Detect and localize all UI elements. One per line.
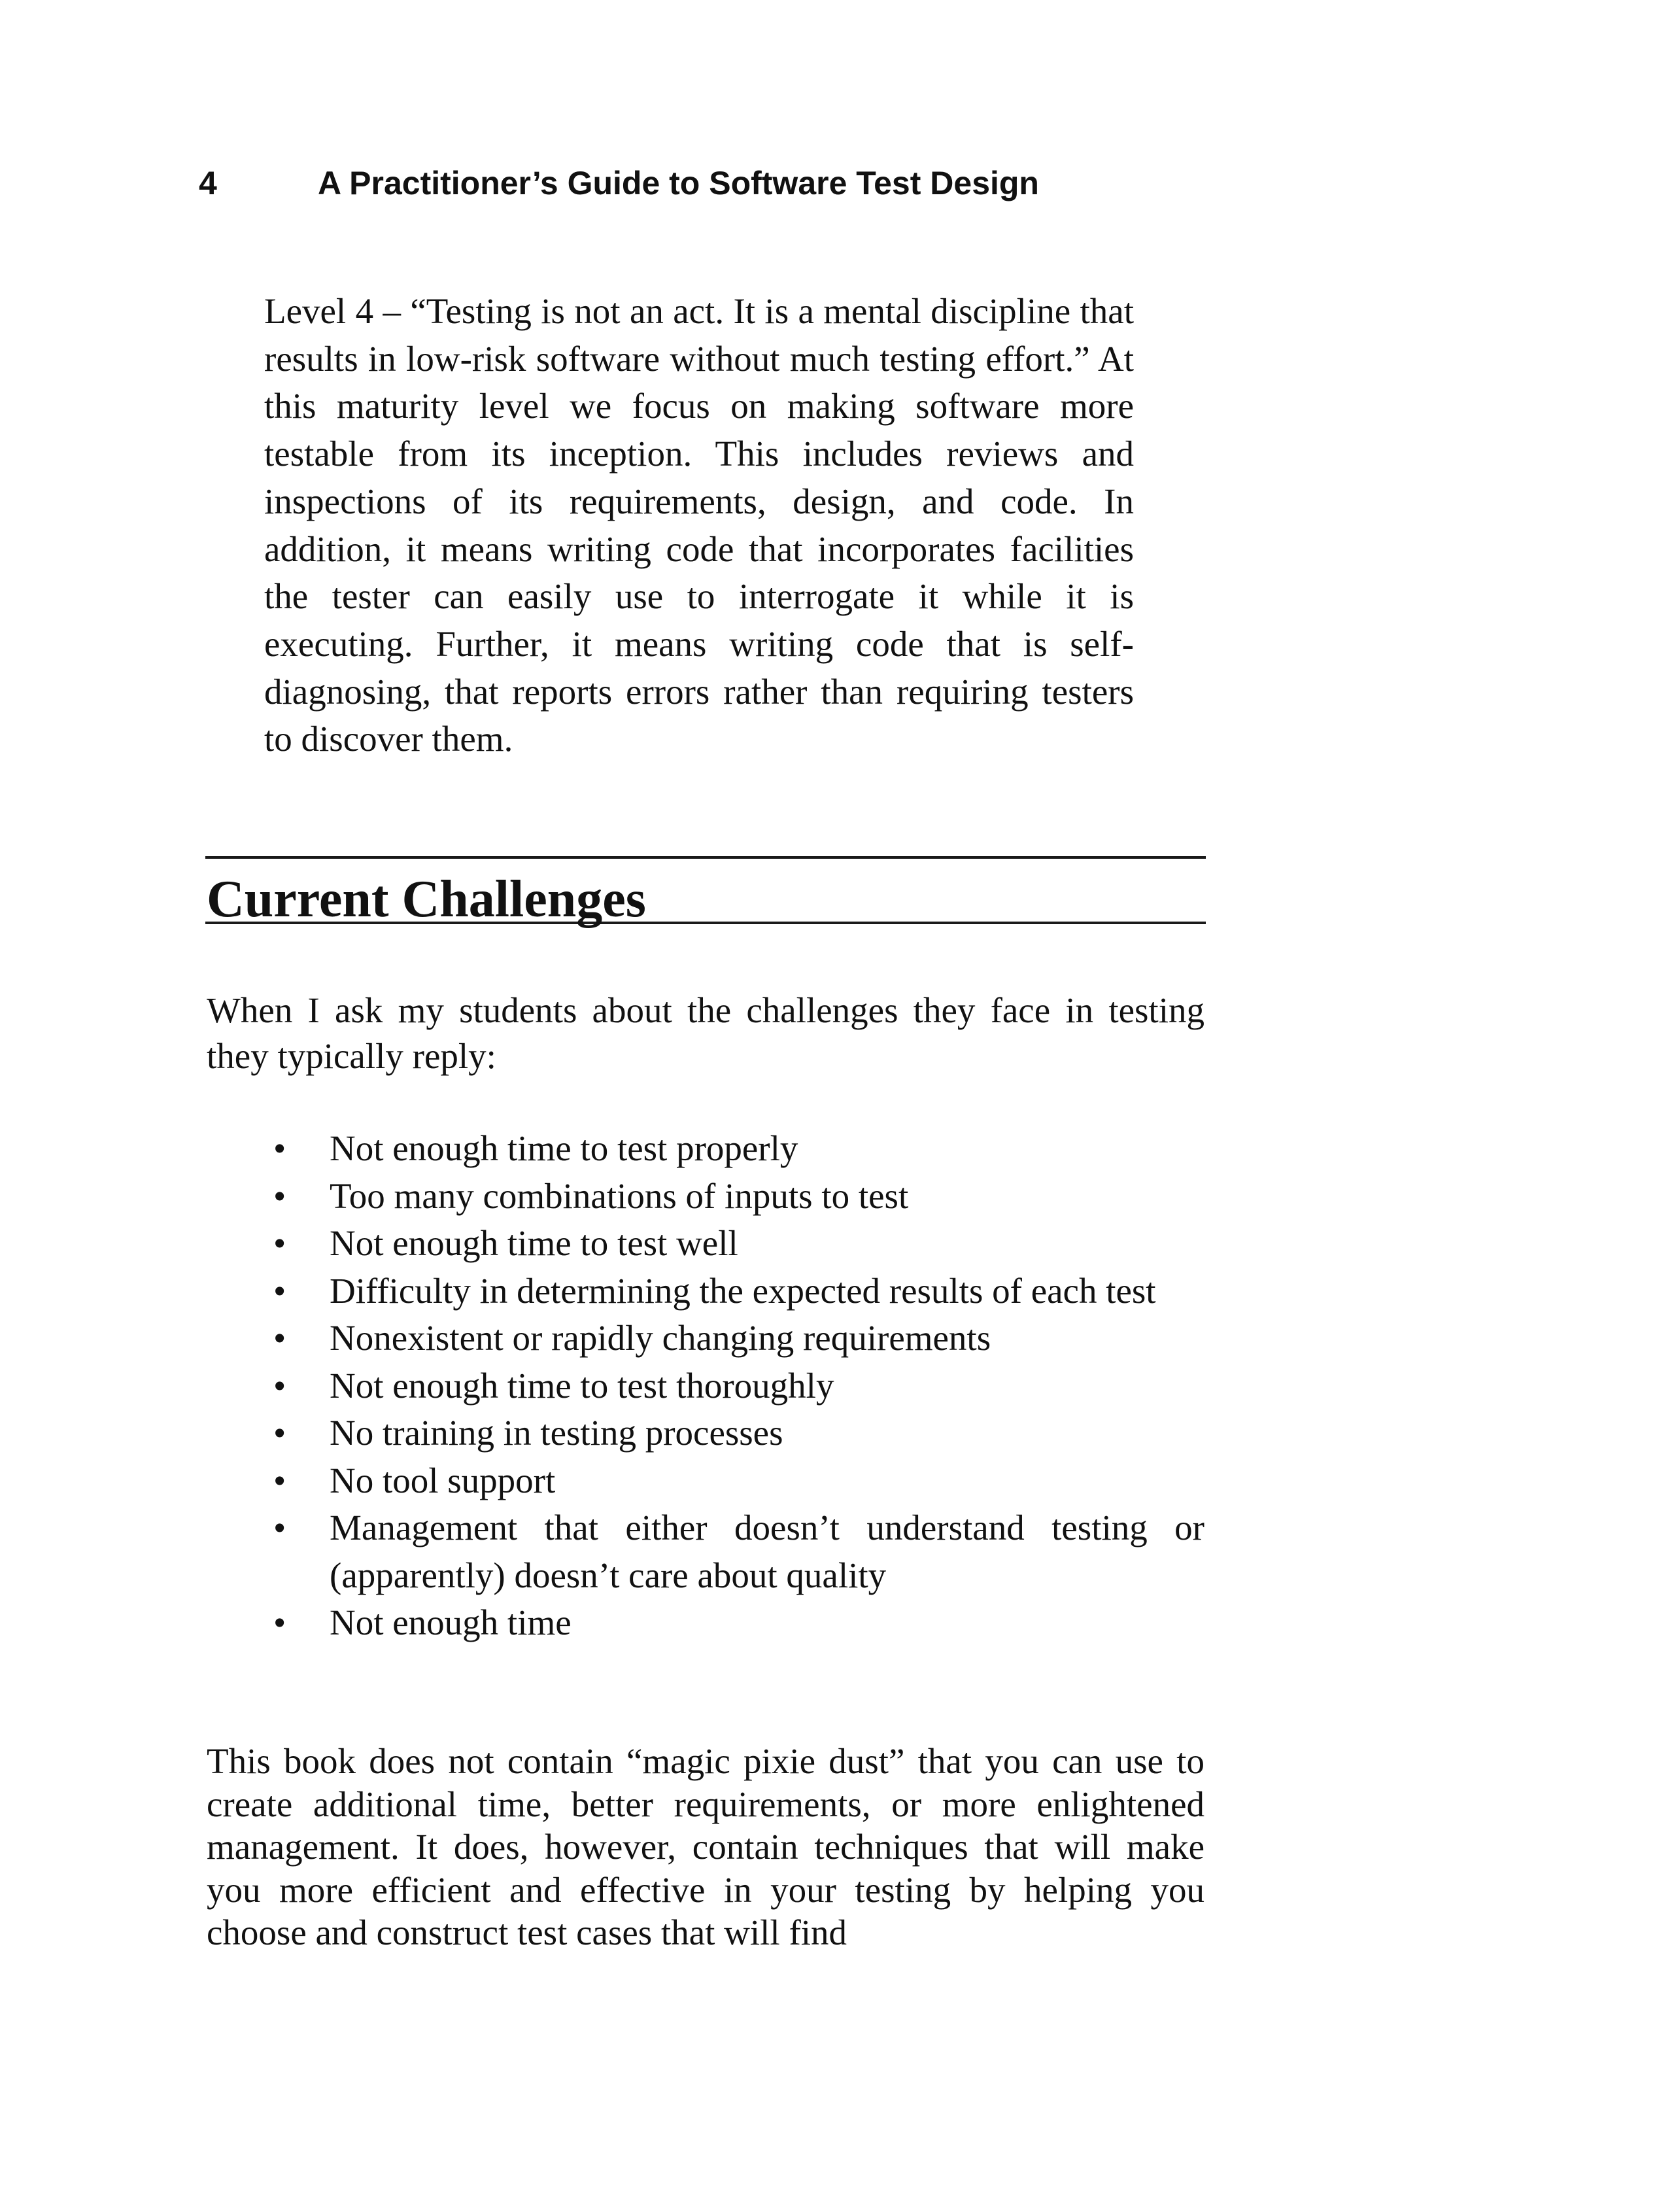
list-item: [264, 1125, 1204, 1173]
list-item: [264, 1220, 1204, 1268]
bullet-icon: •: [273, 1413, 286, 1453]
bullet-icon: •: [273, 1270, 286, 1311]
running-header: [199, 164, 1441, 203]
list-item-text: Too many combinations of inputs to test: [330, 1175, 909, 1216]
list-item-text: Management that either doesn’t understand testing or (apparently) doesn’t care about quality: [330, 1508, 1204, 1595]
running-title: A Practitioner’s Guide to Software Test Design: [318, 165, 1039, 201]
maturity-level-quote: Level 4 – “Testing is not an act. It is a mental discipline that results in low-risk software without much testing effort.” At this maturity level we focus on making software more testable from its inception. This includes reviews and inspections of its requirements, design, and code. In addition, it means writing code that incorporates facilities the tester can easily use to interrogate it while it is executing. Further, it means writing code that is self-diagnosing, that reports errors rather than requiring testers to discover them.: [264, 291, 1134, 759]
list-item: [264, 1409, 1204, 1457]
bullet-icon: •: [273, 1128, 286, 1168]
list-item-text: Not enough time: [330, 1602, 572, 1642]
list-item-text: Difficulty in determining the expected results of each test: [330, 1270, 1156, 1311]
list-item-text: Not enough time to test thoroughly: [330, 1365, 834, 1406]
bullet-icon: •: [273, 1223, 286, 1263]
page-number: 4: [199, 165, 217, 201]
intro-paragraph: When I ask my students about the challenges they face in testing they typically reply:: [207, 990, 1204, 1076]
section-title: Current Challenges: [207, 871, 646, 928]
list-item: [264, 1173, 1204, 1220]
list-item: [264, 1504, 1204, 1599]
section-heading-rules: [205, 856, 1206, 928]
list-item: [264, 1268, 1204, 1315]
bullet-icon: •: [273, 1508, 286, 1547]
list-item: [264, 1599, 1204, 1647]
list-item-text: Not enough time to test well: [330, 1223, 738, 1263]
list-item-text: No tool support: [330, 1460, 556, 1500]
list-item: [264, 1362, 1204, 1410]
bullet-icon: •: [273, 1175, 286, 1216]
bullet-icon: •: [273, 1460, 286, 1500]
list-item-text: Not enough time to test properly: [330, 1128, 798, 1168]
closing-paragraph: This book does not contain “magic pixie dust” that you can use to create additional time, better requirements, or more enlightened management. It does, however, contain techniques that will make you more efficient and effective in your testing by helping you choose and construct test cases that will find: [207, 1741, 1204, 1952]
bullet-icon: •: [273, 1318, 286, 1358]
list-item-text: Nonexistent or rapidly changing requirements: [330, 1318, 991, 1358]
challenges-list: [264, 1125, 1204, 1647]
list-item-text: No training in testing processes: [330, 1413, 783, 1453]
bullet-icon: •: [273, 1365, 286, 1406]
list-item: [264, 1315, 1204, 1362]
bullet-icon: •: [273, 1602, 286, 1642]
list-item: [264, 1457, 1204, 1505]
